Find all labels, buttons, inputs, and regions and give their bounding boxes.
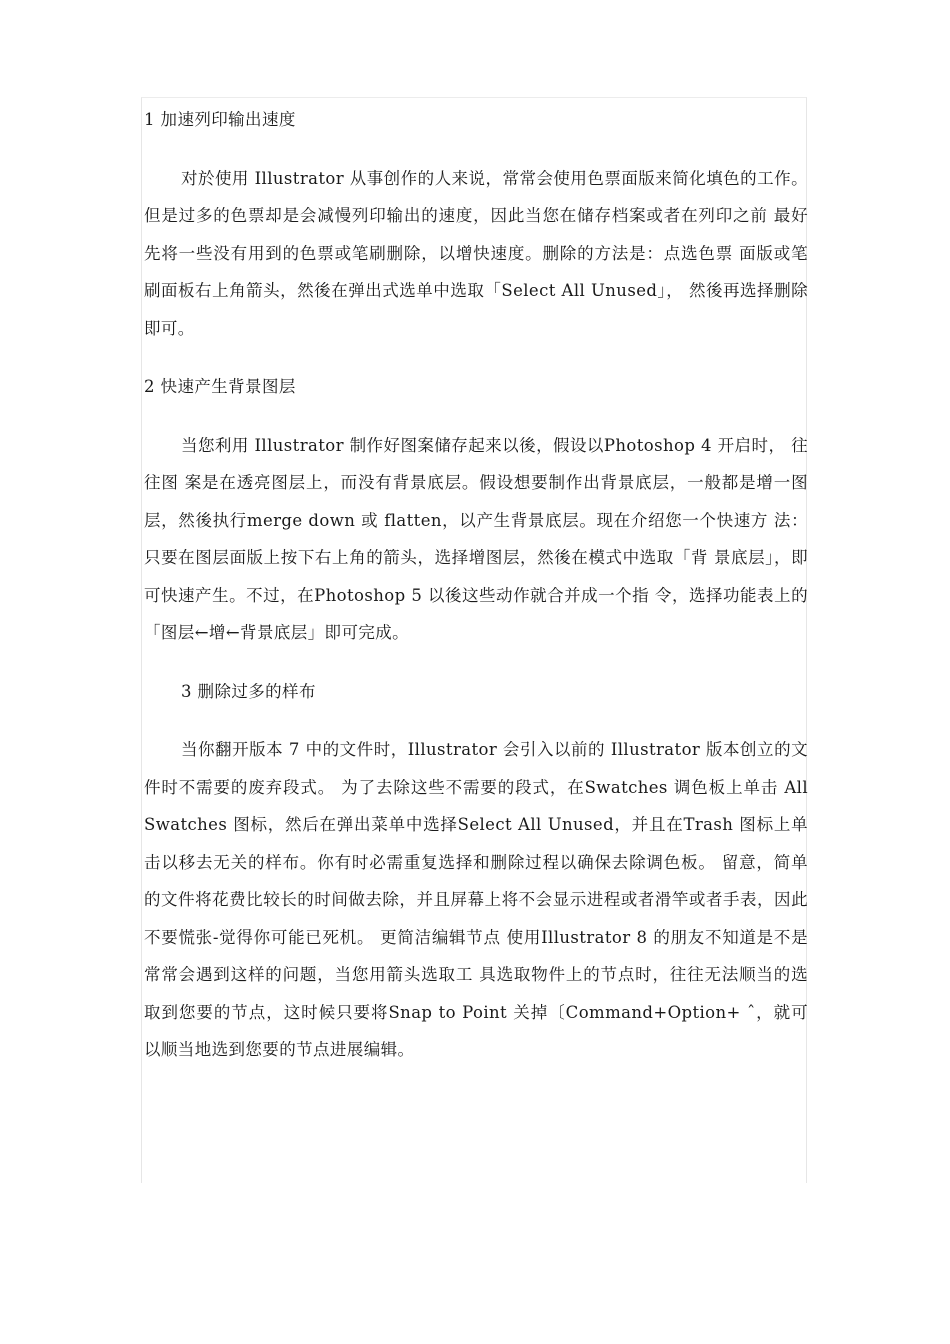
section-1-heading: 1 加速列印输出速度 <box>144 110 296 129</box>
section-2-heading: 2 快速产生背景图层 <box>144 377 296 396</box>
section-2-body: 当您利用 Illustrator 制作好图案储存起来以後，假设以Photoshop 4 开启时， 往往图 案是在透亮图层上，而没有背景底层。假设想要制作出背景底层，一般都是增一图 层，然後执行merge down 或 flatten，以产生背景底层。现在介绍您一个快速方 法：只要在图层面版上按下右上角的箭头，选择增图层，然後在模式中选取「背 景底层」，即可快速产生。不过，在Photoshop 5 以後这些动作就合并成一个指 令，选择功能表上的「图层←增←背景底层」即可完成。 <box>144 435 808 642</box>
section-3-body: 当你翻开版本 7 中的文件时，Illustrator 会引入以前的 Illustrator 版本创立的文件时不需要的废弃段式。 为了去除这些不需要的段式，在Swatches 调色板上单击 All Swatches 图标，然后在弹出菜单中选择Select All Unused，并且在Trash 图标上单击以移去无关的样布。你有时必需重复选择和删除过程以确保去除调色板。 留意，简单的文件将花费比较长的时间做去除，并且屏幕上将不会显示进程或者滑竿或者手表，因此不要慌张-觉得你可能已死机。 更简洁编辑节点 使用Illustrator 8 的朋友不知道是不是常常会遇到这样的问题，当您用箭头选取工 具选取物件上的节点时，往往无法顺当的选取到您要的节点，这时候只要将Snap to Point 关掉〔Command+Option+ ˆ，就可以顺当地选到您要的节点进展编辑。 <box>144 740 808 1059</box>
document-content <box>144 101 808 1090</box>
section-3-heading: 3 删除过多的样布 <box>181 681 316 701</box>
section-1-body: 对於使用 Illustrator 从事创作的人来说，常常会使用色票面版来简化填色的工作。 但是过多的色票却是会减慢列印输出的速度，因此当您在储存档案或者在列印之前 最好先将一些没有用到的色票或笔刷删除，以增快速度。删除的方法是：点选色票 面版或笔刷面板右上角箭头，然後在弹出式选单中选取「Select All Unused」， 然後再选择删除即可。 <box>144 168 808 338</box>
